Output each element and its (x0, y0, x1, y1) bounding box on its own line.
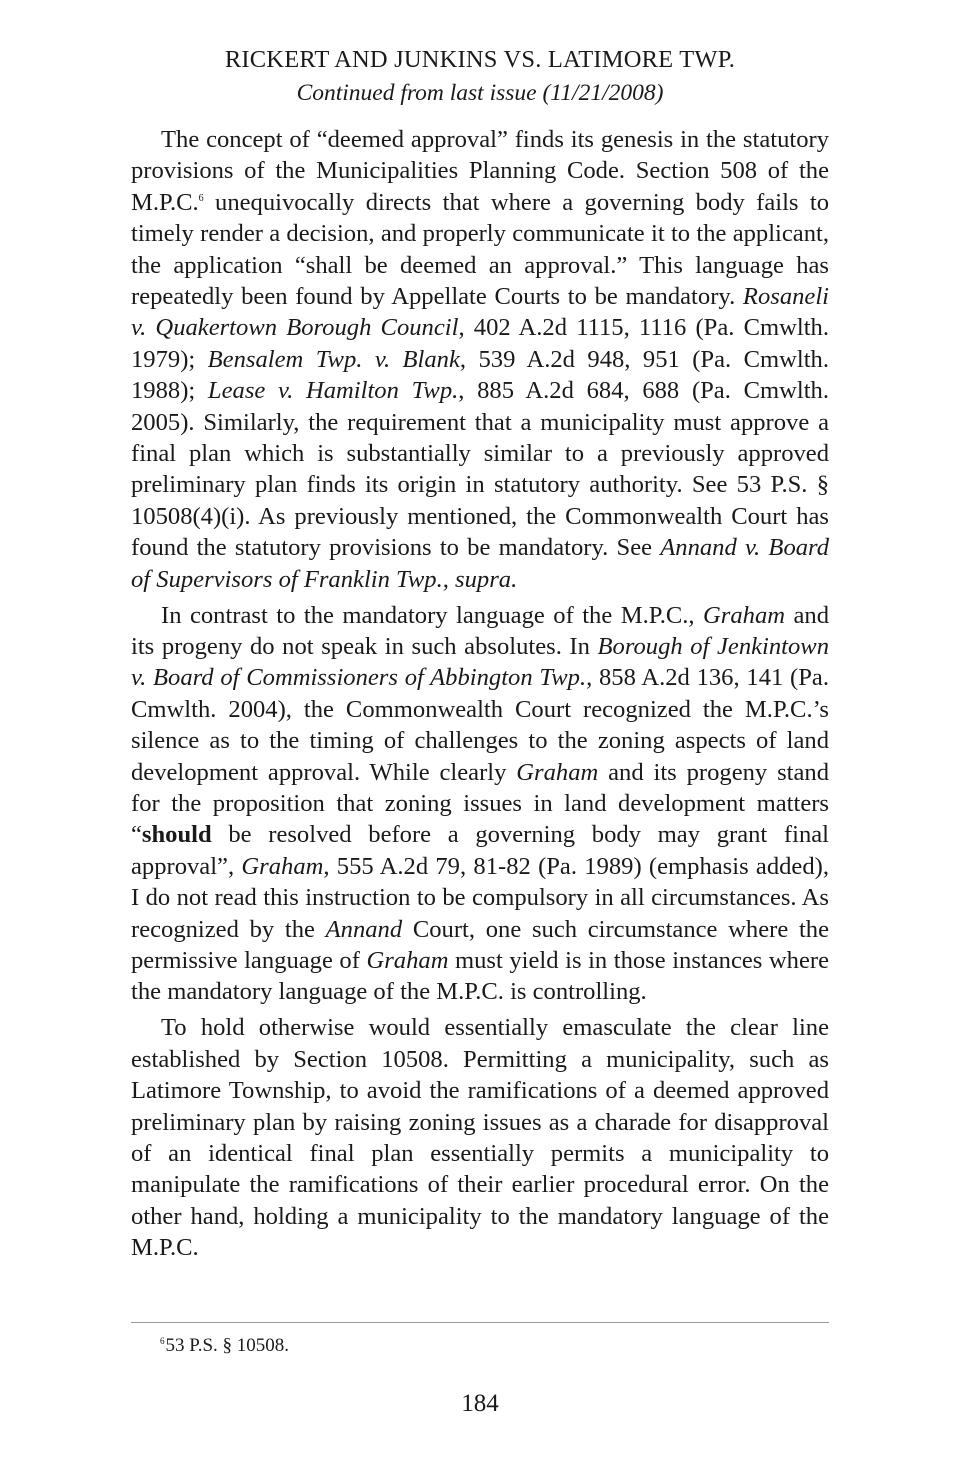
footnote-mark: 6 (160, 1336, 165, 1346)
citation-annand: Annand v. Board of Supervisors of Franklin Twp., supra. (131, 534, 829, 593)
footnote-text: 53 P.S. § 10508. (165, 1335, 290, 1356)
footnote (160, 1334, 289, 1358)
case-name-graham: Graham (703, 601, 786, 629)
case-name-annand: Annand (325, 915, 403, 943)
page-title: RICKERT AND JUNKINS VS. LATIMORE TWP. (224, 46, 736, 73)
paragraph-2-text-f: , 555 A.2d 79, 81-82 (Pa. 1989) (emphasis added), I do not read this instruction to be compulsory in all circumstances. As recognized by the (131, 852, 829, 943)
citation-lease: Lease v. Hamilton Twp. (207, 377, 459, 405)
paragraph-2-text-c: , 858 A.2d 136, 141 (Pa. Cmwlth. 2004), the Commonwealth Court recognized the M.P.C.’s silence as to the timing of challenges to the zoning aspects of land development approval. While clearly (131, 664, 829, 786)
paragraph-2-text-a: In contrast to the mandatory language of the M.P.C., (161, 601, 704, 629)
paragraph-1-text-c: , 402 A.2d 1115, 1116 (Pa. Cmwlth. 1979); (131, 314, 829, 373)
body-text (131, 124, 829, 1264)
citation-bensalem: Bensalem Twp. v. Blank (207, 345, 460, 373)
footnote-reference: 6 (198, 192, 204, 204)
paragraph-1-text-d: , 539 A.2d 948, 951 (Pa. Cmwlth. 1988); (131, 345, 830, 405)
paragraph-2-text-g: Court, one such circumstance where the permissive language of (131, 915, 829, 975)
case-name-graham: Graham (366, 947, 449, 975)
paragraph-1-text-b: unequivocally directs that where a governing body fails to timely render a decision, and properly communicate it to the applicant, the application “shall be deemed an approval.” This language has repeatedly been found by Appellate Courts to be mandatory. (131, 188, 829, 311)
paragraph-1-text-e: , 885 A.2d 684, 688 (Pa. Cmwlth. 2005). Similarly, the requirement that a municipality must approve a final plan which is substantially similar to a previously approved preliminary plan finds its origin in statutory authority. See 53 P.S. § 10508(4)(i). As previously mentioned, the Commonwealth Court has found the statutory provisions to be mandatory. See (131, 377, 829, 562)
paragraph-1 (131, 124, 829, 595)
paragraph-2-text-d: and its progeny stand for the proposition that zoning issues in land development matters “ (131, 758, 829, 849)
case-name-graham: Graham (516, 758, 599, 786)
paragraph-1-text-a: The concept of “deemed approval” finds its genesis in the statutory provisions of the Municipalities Planning Code. Section 508 of the M.P.C. (131, 126, 829, 216)
page-subtitle: Continued from last issue (11/21/2008) (296, 80, 664, 106)
paragraph-2 (131, 600, 829, 1008)
case-name-graham: Graham (241, 852, 324, 880)
paragraph-2-text-h: must yield is in those instances where the mandatory language of the M.P.C. is controlling. (131, 947, 829, 1006)
citation-rosaneli: Rosaneli v. Quakertown Borough Council (131, 283, 829, 342)
emphasis-should: should (141, 821, 212, 849)
paragraph-3: To hold otherwise would essentially emasculate the clear line established by Section 10508. Permitting a municipality, such as Latimore Township, to avoid the ramifications of a deemed approved preliminary plan by raising zoning issues as a charade for disapproval of an identical final plan essentially permits a municipality to manipulate the ramifications of their earlier procedural error. On the other hand, holding a municipality to the mandatory language of the M.P.C. (131, 1014, 829, 1262)
page-number: 184 (461, 1390, 499, 1417)
paragraph-2-text-e: be resolved before a governing body may grant final approval”, (131, 821, 829, 880)
paragraph-2-text-b: and its progeny do not speak in such absolutes. In (131, 601, 829, 660)
citation-jenkintown: Borough of Jenkintown v. Board of Commissioners of Abbington Twp. (131, 633, 829, 692)
footnote-divider (131, 1322, 829, 1323)
